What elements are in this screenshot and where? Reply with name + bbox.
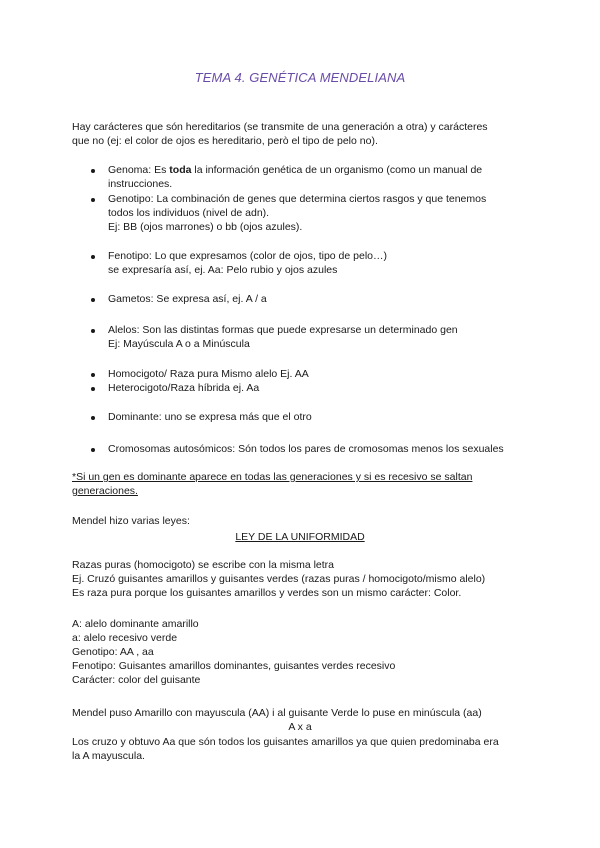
alelo-def-4: Fenotipo: Guisantes amarillos dominantes, guisantes verdes recesivo [72, 660, 396, 672]
conclusion-line-1: Los cruzo y obtuvo Aa que són todos los guisantes amarillos ya que quien predominaba era [72, 736, 499, 748]
bullet-genotipo-line2: todos los individuos (nivel de adn). [108, 207, 270, 219]
bullet-fenotipo: Fenotipo: Lo que expresamos (color de ojos, tipo de pelo…) [108, 250, 387, 262]
alelo-def-5: Carácter: color del guisante [72, 674, 201, 686]
bullet-genotipo: Genotipo: La combinación de genes que determina ciertos rasgos y que tenemos [108, 193, 487, 205]
mendel-puso: Mendel puso Amarillo con mayuscula (AA) i al guisante Verde lo puse en minúscula (aa) [72, 707, 482, 719]
bullet-dot [91, 169, 95, 173]
mendel-leyes: Mendel hizo varias leyes: [72, 515, 190, 527]
bullet-homocigoto: Homocigoto/ Raza pura Mismo alelo Ej. AA [108, 368, 309, 380]
alelo-def-1: A: alelo dominante amarillo [72, 618, 199, 630]
page-title: TEMA 4. GENÉTICA MENDELIANA [194, 70, 406, 85]
bullet-genoma-line2: instrucciones. [108, 178, 173, 190]
bullet-alelos: Alelos: Son las distintas formas que puede expresarse un determinado gen [108, 324, 458, 336]
bullet-dot [91, 387, 95, 391]
conclusion-line-2: la A mayuscula. [72, 750, 145, 762]
bullet-dot [91, 298, 95, 302]
bullet-heterocigoto: Heterocigoto/Raza híbrida ej. Aa [108, 382, 260, 394]
note-line-1: *Si un gen es dominante aparece en todas las generaciones y si es recesivo se saltan [72, 471, 473, 483]
bullet-alelos-line2: Ej: Mayúscula A o a Minúscula [108, 338, 250, 350]
ley-uniformidad-heading: LEY DE LA UNIFORMIDAD [235, 531, 365, 543]
razas-line-3: Es raza pura porque los guisantes amarillos y verdes son un mismo carácter: Color. [72, 587, 462, 599]
bullet-genotipo-line3: Ej: BB (ojos marrones) o bb (ojos azules). [108, 221, 303, 233]
razas-line-1: Razas puras (homocigoto) se escribe con la misma letra [72, 559, 335, 571]
cross-notation: A x a [288, 721, 312, 733]
bullet-dot [91, 329, 95, 333]
bullet-dot [91, 448, 95, 452]
bullet-cromosomas: Cromosomas autosómicos: Són todos los pares de cromosomas menos los sexuales [108, 443, 504, 455]
bullet-dot [91, 373, 95, 377]
note-line-2: generaciones. [72, 485, 138, 497]
bullet-gametos: Gametos: Se expresa así, ej. A / a [108, 293, 267, 305]
intro-line-2: que no (ej: el color de ojos es hereditario, però el tipo de pelo no). [72, 135, 378, 147]
bullet-genoma: Genoma: Es toda la información genética de un organismo (como un manual de [108, 164, 483, 176]
alelo-def-2: a: alelo recesivo verde [72, 632, 178, 644]
razas-line-2: Ej. Cruzó guisantes amarillos y guisantes verdes (razas puras / homocigoto/mismo alelo) [72, 573, 486, 585]
alelo-def-3: Genotipo: AA , aa [72, 646, 154, 658]
bullet-dot [91, 255, 95, 259]
bullet-dominante: Dominante: uno se expresa más que el otro [108, 411, 312, 423]
bullet-dot [91, 416, 95, 420]
bullet-fenotipo-line2: se expresaría así, ej. Aa: Pelo rubio y ojos azules [108, 264, 338, 276]
intro-line-1: Hay carácteres que són hereditarios (se transmite de una generación a otra) y carácteres [72, 121, 488, 133]
bullet-dot [91, 198, 95, 202]
